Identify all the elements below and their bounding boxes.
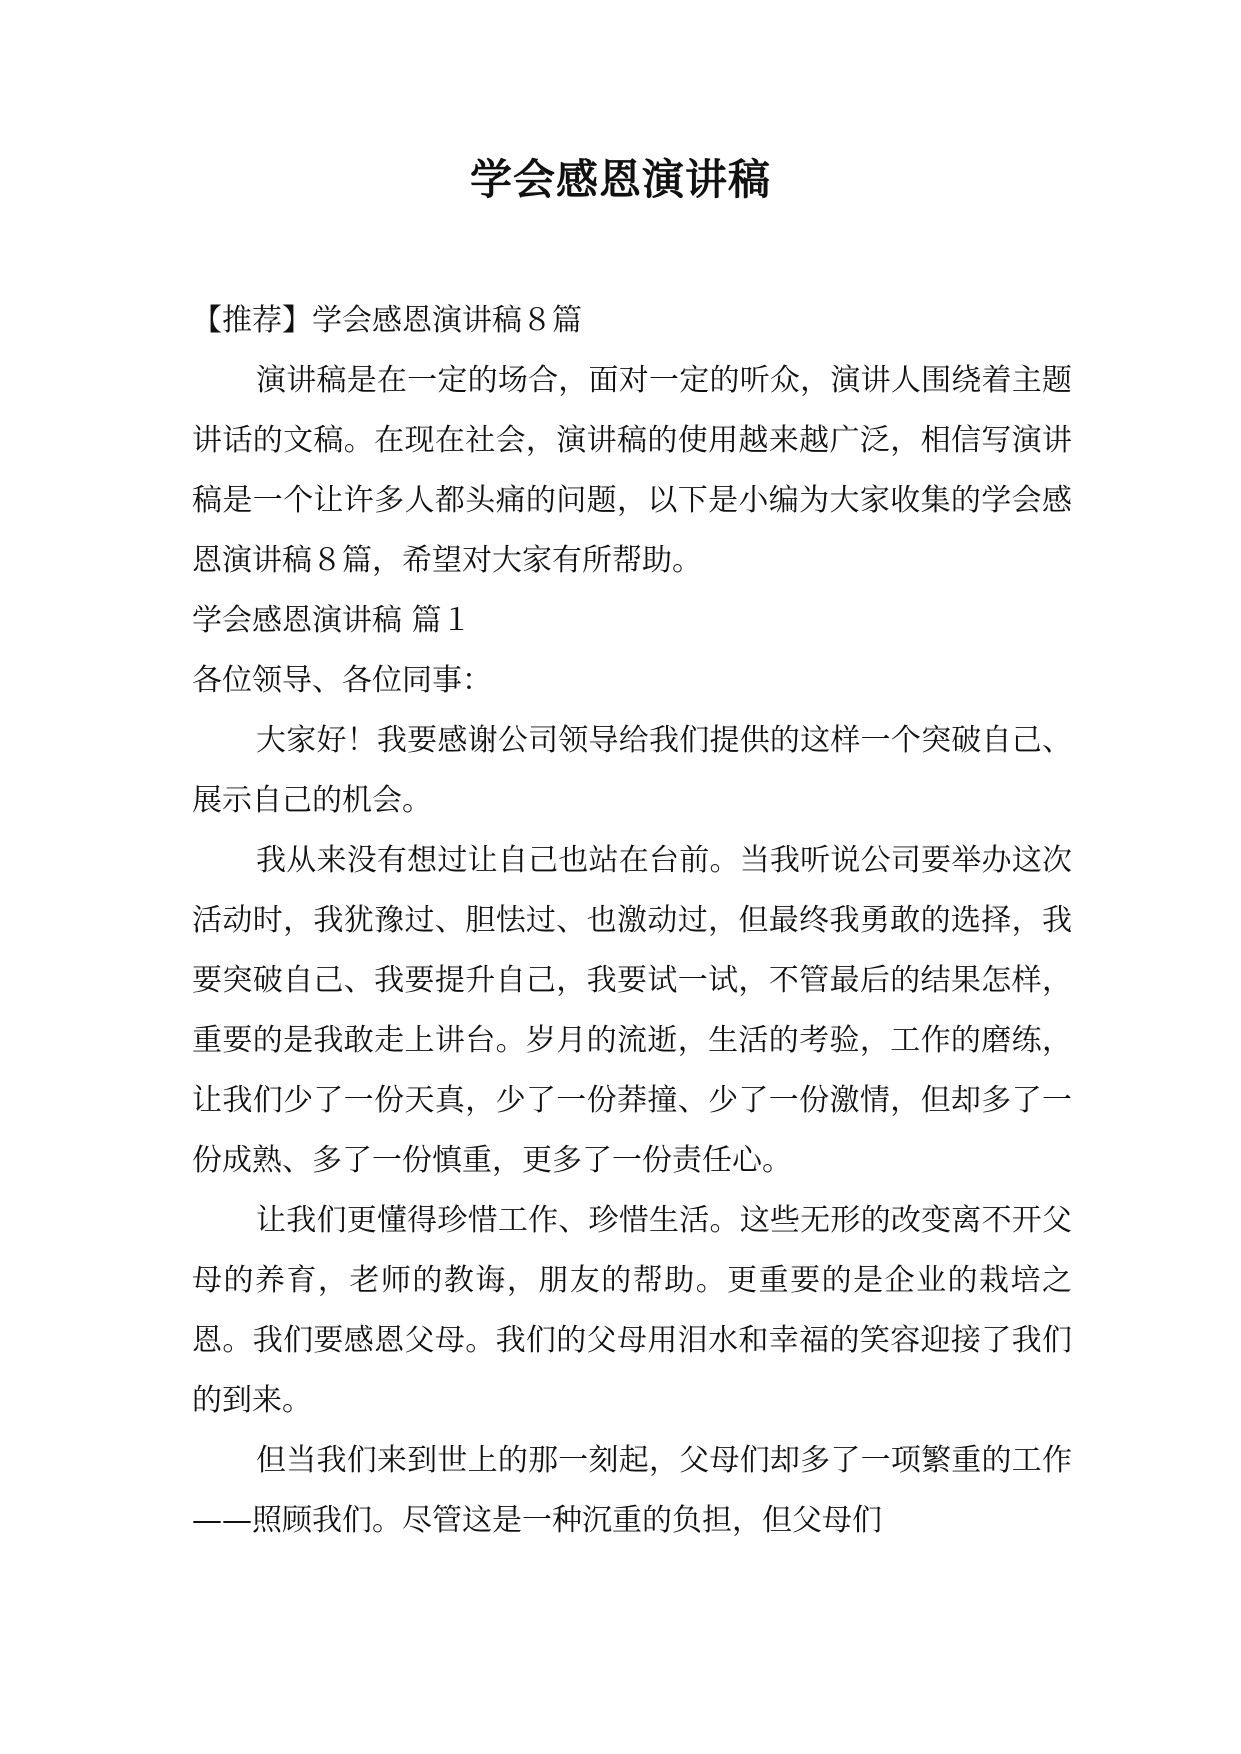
salutation-line: 各位领导、各位同事： (192, 663, 492, 698)
body-paragraph: 让我们更懂得珍惜工作、珍惜生活。这些无形的改变离不开父母的养育，老师的教诲，朋友的帮助。更重要的是企业的栽培之恩。我们要感恩父母。我们的父母用泪水和幸福的笑容迎接了我们的到来。 (192, 1203, 1072, 1418)
body-paragraph: 我从来没有想过让自己也站在台前。当我听说公司要举办这次活动时，我犹豫过、胆怯过、也激动过，但最终我勇敢的选择，我要突破自己、我要提升自己，我要试一试，不管最后的结果怎样，重要的是我敢走上讲台。岁月的流逝，生活的考验，工作的磨练，让我们少了一份天真，少了一份莽撞、少了一份激情，但却多了一份成熟、多了一份慎重，更多了一份责任心。 (192, 843, 1072, 1178)
document-title: 学会感恩演讲稿 (469, 155, 771, 204)
section-heading: 学会感恩演讲稿 篇１ (192, 603, 472, 638)
body-paragraph: 大家好！我要感谢公司领导给我们提供的这样一个突破自己、展示自己的机会。 (192, 723, 1072, 818)
document-body (192, 291, 1072, 1551)
body-paragraph: 但当我们来到世上的那一刻起，父母们却多了一项繁重的工作——照顾我们。尽管这是一种沉重的负担，但父母们 (192, 1443, 1072, 1538)
subtitle-line: 【推荐】学会感恩演讲稿８篇 (192, 303, 582, 338)
intro-paragraph: 演讲稿是在一定的场合，面对一定的听众，演讲人围绕着主题讲话的文稿。在现在社会，演讲稿的使用越来越广泛，相信写演讲稿是一个让许多人都头痛的问题，以下是小编为大家收集的学会感恩演讲稿８篇，希望对大家有所帮助。 (192, 363, 1072, 578)
